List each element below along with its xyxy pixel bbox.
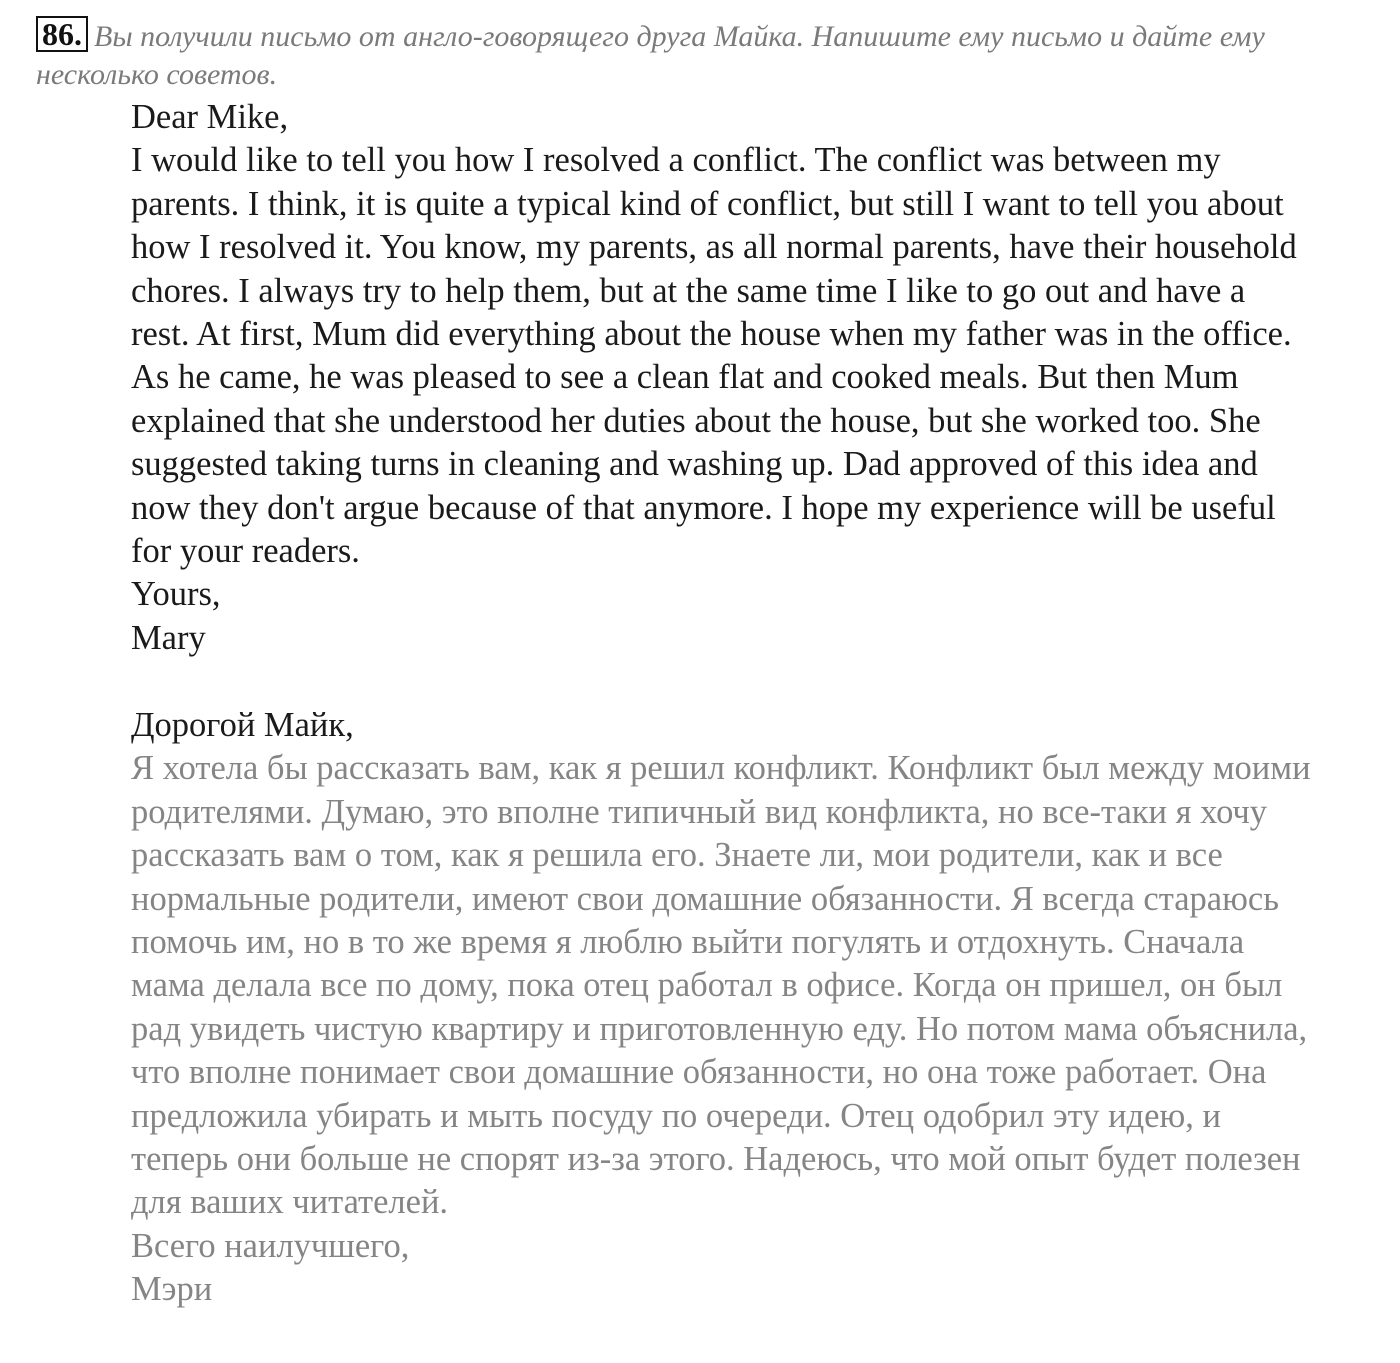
english-salutation: Dear Mike, bbox=[131, 98, 289, 136]
russian-salutation: Дорогой Майк, bbox=[131, 706, 354, 744]
task-number: 86. bbox=[36, 16, 88, 52]
russian-signature: Мэри bbox=[131, 1270, 213, 1309]
english-closing: Yours, bbox=[131, 575, 221, 614]
russian-letter bbox=[131, 704, 1311, 1312]
task-instruction: Вы получили письмо от англо-говорящего друга Майка. Напишите ему письмо и дайте ему несколько советов. bbox=[36, 20, 1265, 91]
russian-closing: Всего наилучшего, bbox=[131, 1226, 410, 1265]
task-header bbox=[36, 16, 1366, 94]
english-letter-body: I would like to tell you how I resolved a conflict. The conflict was between my parents. I think, it is quite a typical kind of conflict, but still I want to tell you about how I resolved it. You know, my parents, as all normal parents, have their household chores. I always try to help them, but at the same time I like to go out and have a rest. At first, Mum did everything about the house when my father was in the office. As he came, he was pleased to see a clean flat and cooked meals. But then Mum explained that she understood her duties about the house, but she worked too. She suggested taking turns in cleaning and washing up. Dad approved of this idea and now they don't argue because of that anymore. I hope my experience will be useful for your readers. bbox=[131, 141, 1297, 571]
russian-letter-body: Я хотела бы рассказать вам, как я решил конфликт. Конфликт был между моими родителями. Думаю, это вполне типичный вид конфликта, но все-таки я хочу рассказать вам о том, как я решила его. Знаете ли, мои родители, как и все нормальные родители, имеют свои домашние обязанности. Я всегда стараюсь помочь им, но в то же время я люблю выйти погулять и отдохнуть. Сначала мама делала все по дому, пока отец работал в офисе. Когда он пришел, он был рад увидеть чистую квартиру и приготовленную еду. Но потом мама объяснила, что вполне понимает свои домашние обязанности, но она тоже работает. Она предложила убирать и мыть посуду по очереди. Отец одобрил эту идею, и теперь они больше не спорят из-за этого. Надеюсь, что мой опыт будет полезен для ваших читателей. bbox=[131, 749, 1311, 1222]
english-signature: Mary bbox=[131, 618, 206, 657]
english-letter bbox=[131, 96, 1311, 660]
